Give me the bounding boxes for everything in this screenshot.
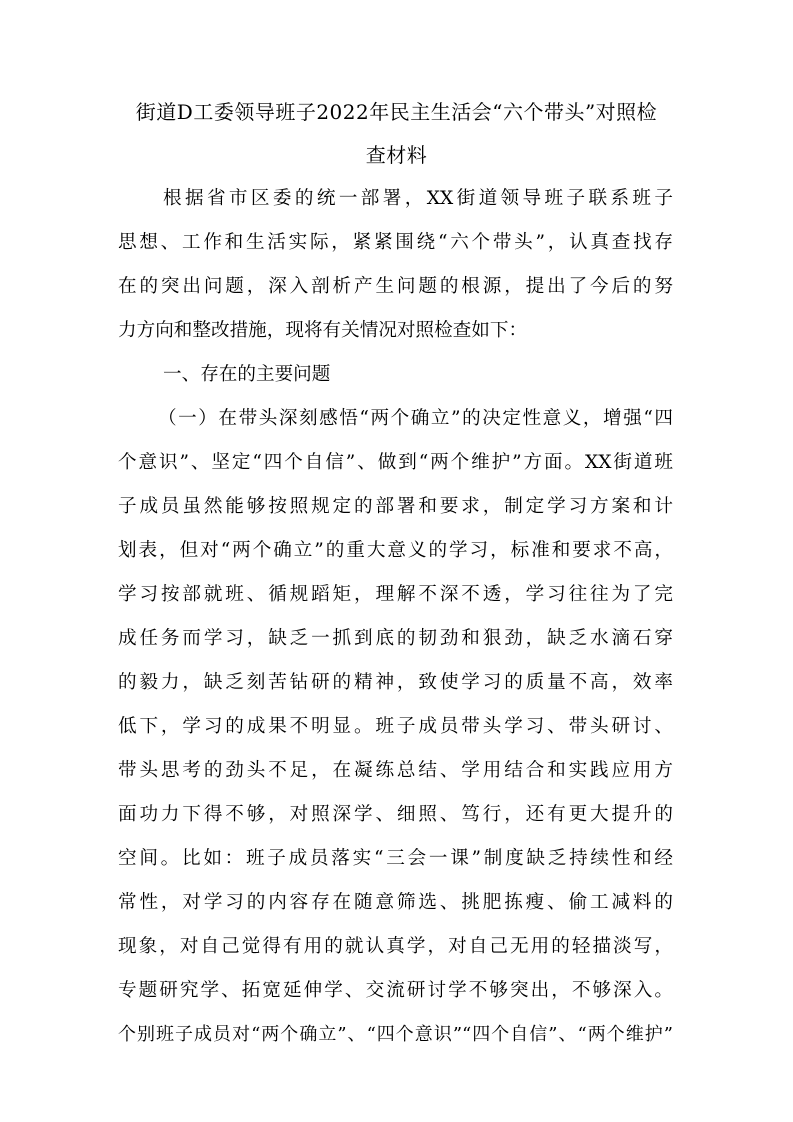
paragraph-line: 学习按部就班、循规蹈矩，理解不深不透，学习往往为了完: [118, 584, 673, 605]
paragraph-line: 带头思考的劲头不足，在凝练总结、学用结合和实践应用方: [118, 760, 673, 781]
document-title-line-1: 街道D工委领导班子2022年民主生活会“六个带头”对照检: [135, 100, 658, 124]
paragraph-line: 现象，对自己觉得有用的就认真学，对自己无用的轻描淡写，: [118, 936, 673, 957]
paragraph-line: 划表，但对“两个确立”的重大意义的学习，标准和要求不高，: [118, 540, 673, 561]
paragraph-line: 低下，学习的成果不明显。班子成员带头学习、带头研讨、: [118, 716, 673, 737]
paragraph-line: 专题研究学、拓宽延伸学、交流研讨学不够突出，不够深入。: [118, 980, 673, 1001]
paragraph-line: 子成员虽然能够按照规定的部署和要求，制定学习方案和计: [118, 496, 673, 517]
paragraph-line: 思想、工作和生活实际，紧紧围绕“六个带头”，认真查找存: [118, 232, 673, 253]
paragraph-line: 常性，对学习的内容存在随意筛选、挑肥拣瘦、偷工减料的: [118, 892, 673, 913]
paragraph-line: 个意识”、坚定“四个自信”、做到“两个维护”方面。XX街道班: [118, 452, 673, 473]
paragraph-line: 成任务而学习，缺乏一抓到底的韧劲和狠劲，缺乏水滴石穿: [118, 628, 673, 649]
paragraph-line: 在的突出问题，深入剖析产生问题的根源，提出了今后的努: [118, 276, 673, 297]
paragraph-line: 力方向和整改措施，现将有关情况对照检查如下：: [118, 320, 528, 341]
paragraph-line: 的毅力，缺乏刻苦钻研的精神，致使学习的质量不高，效率: [118, 672, 673, 693]
section-heading: 一、存在的主要问题: [163, 364, 331, 385]
paragraph-line: 个别班子成员对“两个确立”、“四个意识”“四个自信”、“两个维护”: [118, 1024, 673, 1045]
paragraph-line: 根据省市区委的统一部署，XX街道领导班子联系班子: [163, 188, 673, 209]
paragraph-line: （一）在带头深刻感悟“两个确立”的决定性意义，增强“四: [158, 408, 673, 429]
paragraph-line: 面功力下得不够，对照深学、细照、笃行，还有更大提升的: [118, 804, 673, 825]
paragraph-line: 空间。比如：班子成员落实“三会一课”制度缺乏持续性和经: [118, 848, 673, 869]
document-title-line-2: 查材料: [365, 143, 428, 167]
